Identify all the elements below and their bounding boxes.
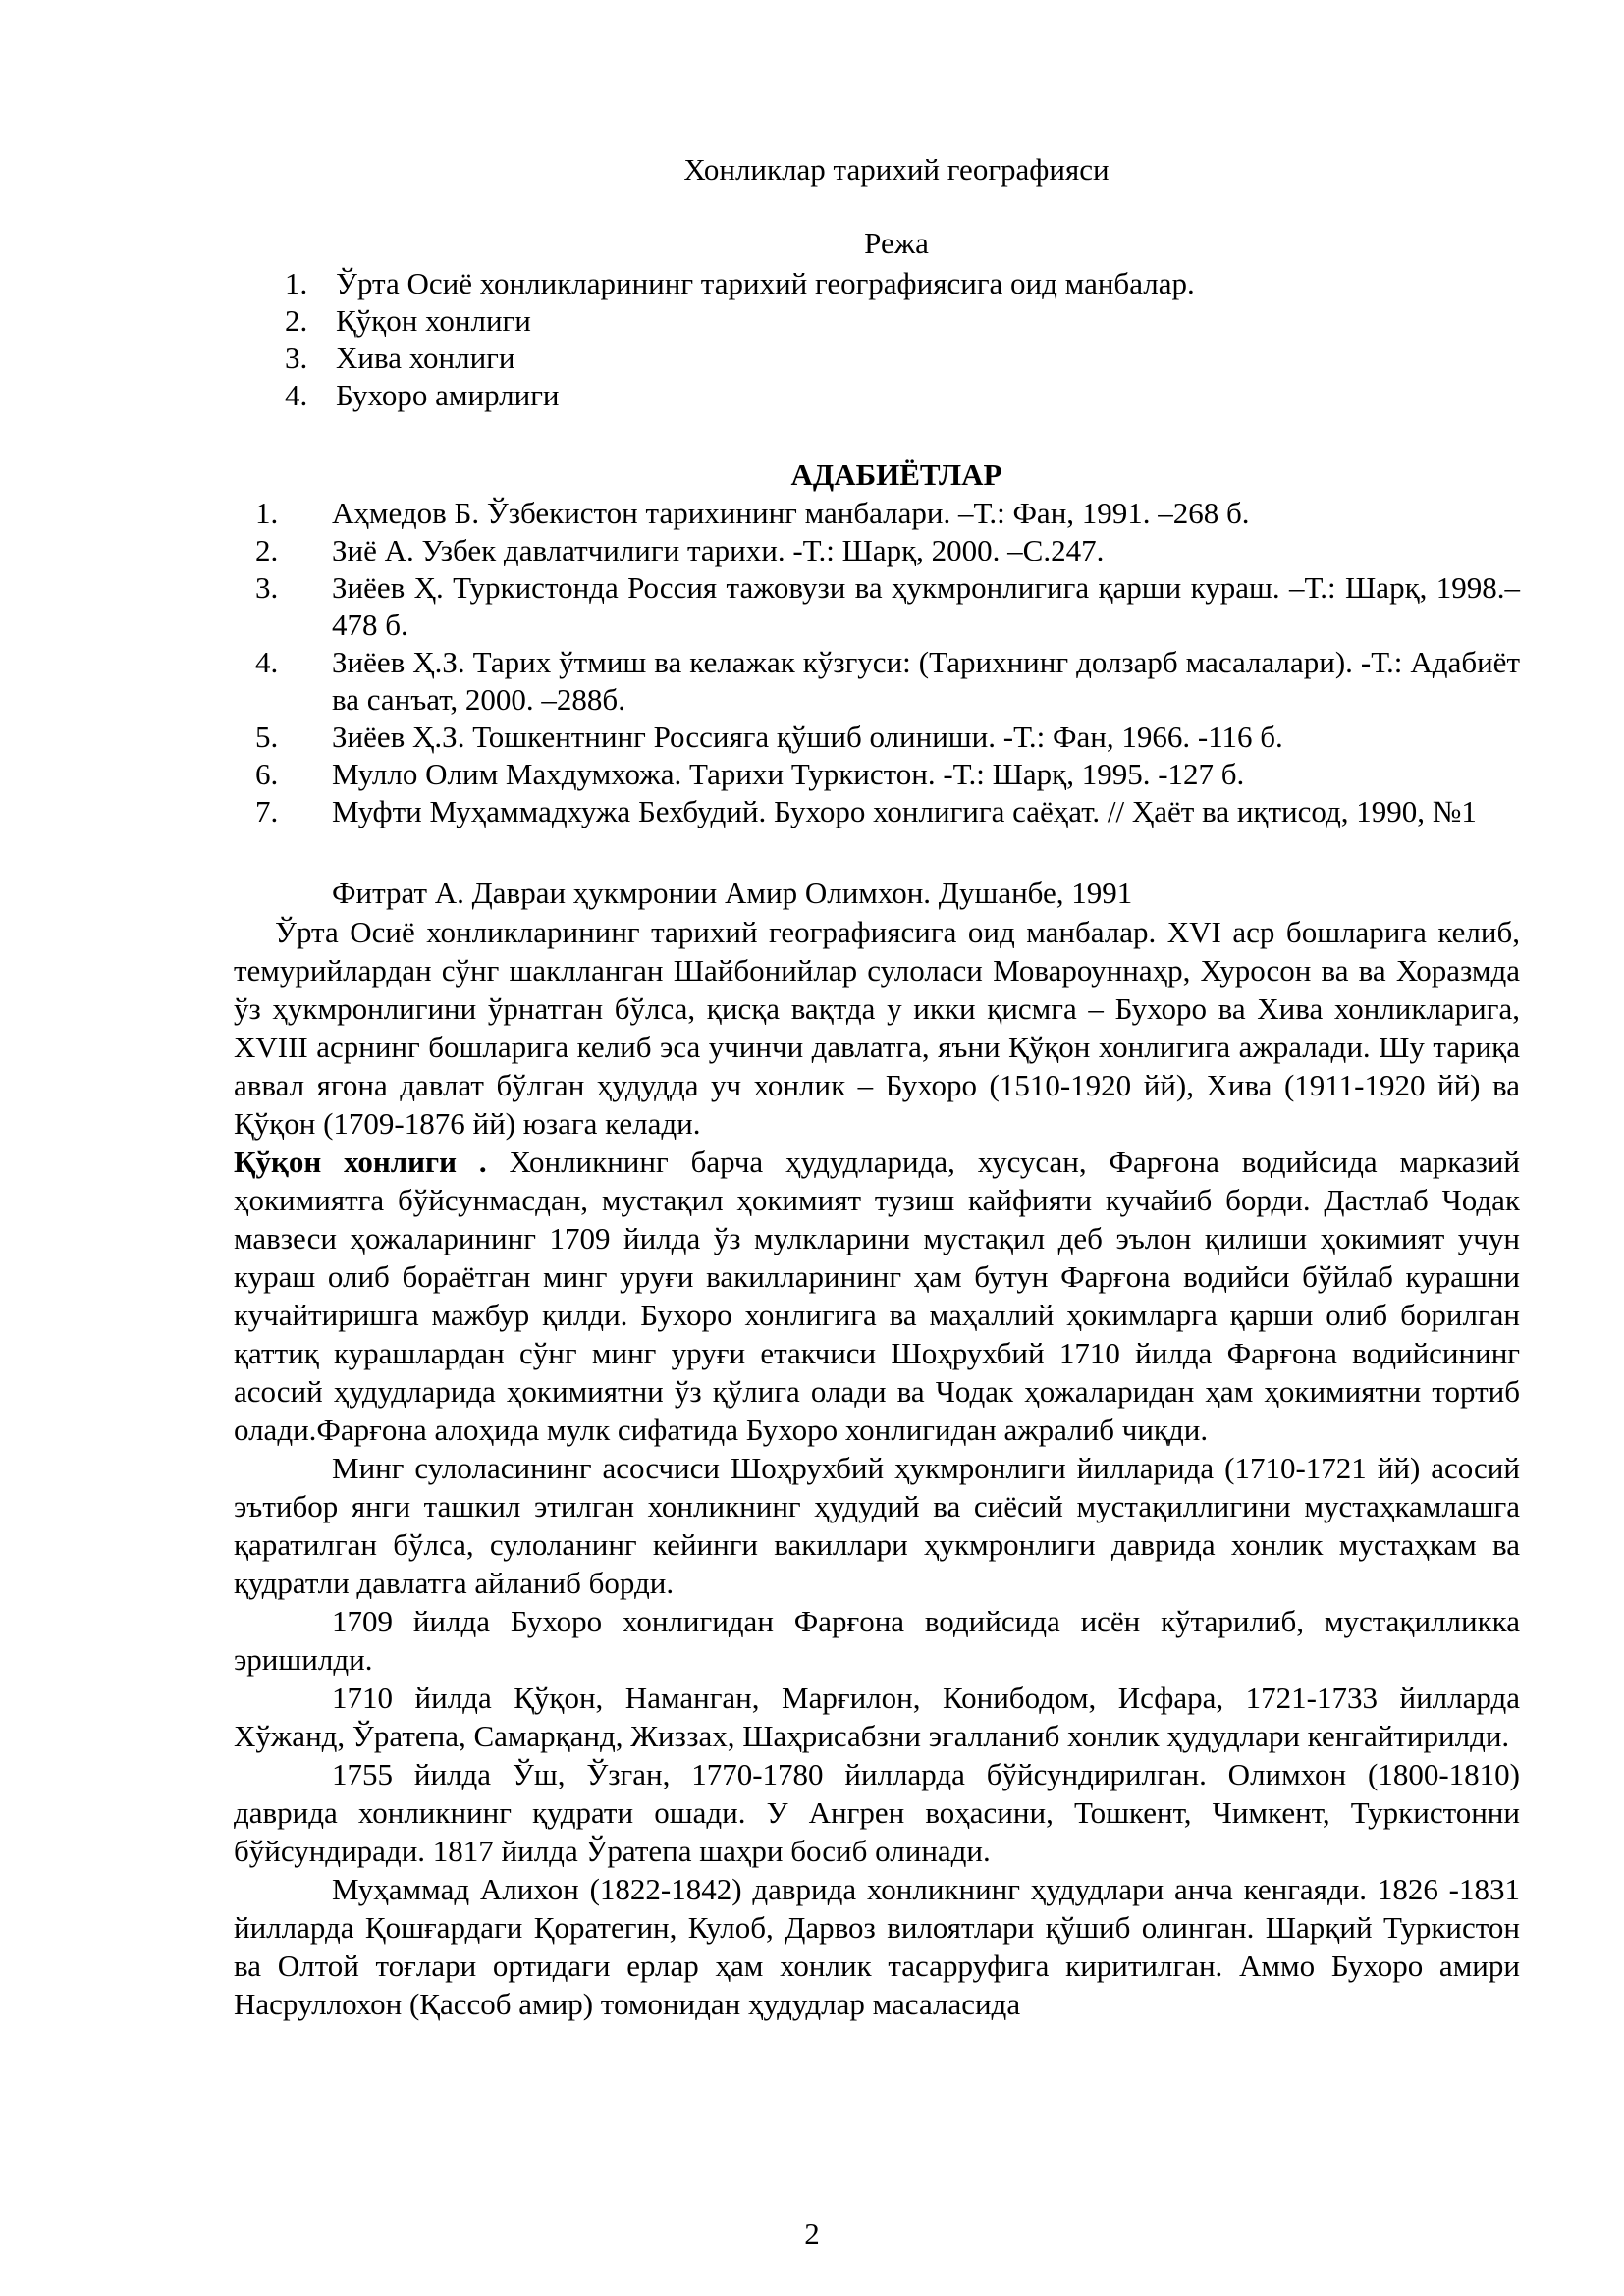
reference-item: [234, 719, 1520, 756]
literature-heading: АДАБИЁТЛАР: [790, 457, 1002, 492]
reference-number: 2.: [255, 533, 279, 567]
plan-item-number: 2.: [285, 303, 308, 338]
reference-item: [234, 532, 1520, 569]
paragraph-kokand-khanate: [234, 1143, 1520, 1449]
reference-text: Зиё А. Узбек давлатчилиги тарихи. -Т.: Шарқ, 2000. –С.247.: [332, 533, 1105, 567]
plan-item-text: Қўқон хонлиги: [336, 303, 531, 338]
reference-text: Зиёев Ҳ. Туркистонда Россия тажовузи ва ҳукмронлигига қарши кураш. –Т.: Шарқ, 1998.– 478 б.: [332, 570, 1520, 642]
reference-text: Зиёев Ҳ.З. Тарих ўтмиш ва келажак кўзгуси: (Тарихнинг долзарб масалалари). -Т.: Адабиёт ва санъат, 2000. –288б.: [332, 645, 1520, 717]
paragraph-ming-dynasty: Минг сулоласининг асосчиси Шоҳрухбий ҳукмронлиги йилларида (1710-1721 йй) асосий эътибор янги ташкил этилган хонликнинг ҳудудий ва сиёсий мустақиллигини мустаҳкамлашга қаратилган бўлса, сулоланинг кейинги вакиллари ҳукмронлиги даврида хонлик мустаҳкам ва қудратли давлатга айланиб борди.: [234, 1451, 1520, 1600]
reference-text: Зиёев Ҳ.З. Тошкентнинг Россияга қўшиб олиниши. -Т.: Фан, 1966. -116 б.: [332, 720, 1283, 754]
document-title: Хонликлар тарихий географияси: [683, 152, 1110, 187]
paragraph-kokand-text: Хонликнинг барча ҳудудларида, хусусан, Фарғона водийсида марказий ҳокимиятга бўйсунмасдан, мустақил ҳокимият тузиш кайфияти кучайиб борди. Дастлаб Чодак мавзеси ҳожаларининг 1709 йилда ўз мулкларини мустақил деб эълон қилиши ҳокимият учун кураш олиб бораётган минг уруғи вакилларининг ҳам бутун Фарғона водийси бўйлаб курашни кучайтиришга мажбур қилди. Бухоро хонлигига ва маҳаллий ҳокимларга қарши олиб борилган қаттиқ курашлардан сўнг минг уруғи етакчиси Шоҳрухбий 1710 йилда Фарғона водийсининг асосий ҳудудларида ҳокимиятни ўз қўлига олади ва Чодак ҳожаларидан ҳам ҳокимиятни тортиб олади.Фарғона алоҳида мулк сифатида Бухоро хонлигидан ажралиб чиқди.: [234, 1145, 1520, 1447]
plan-item: [234, 265, 1520, 302]
reference-text: Мулло Олим Махдумхожа. Тарихи Туркистон. -Т.: Шарқ, 1995. -127 б.: [332, 757, 1245, 791]
reference-item: [234, 756, 1520, 793]
reference-number: 3.: [255, 570, 279, 605]
reference-number: 6.: [255, 757, 279, 791]
reference-number: 7.: [255, 794, 279, 828]
plan-item: [234, 340, 1520, 377]
plan-item: [234, 302, 1520, 340]
section-heading-kokand: Қўқон хонлиги .: [234, 1145, 487, 1179]
paragraph-1710: 1710 йилда Қўқон, Наманган, Марғилон, Конибодом, Исфара, 1721-1733 йилларда Хўжанд, Ўратепа, Самарқанд, Жиззах, Шаҳрисабзни эгалланиб хонлик ҳудудлари кенгайтирилди.: [234, 1681, 1520, 1753]
reference-item: [234, 569, 1520, 644]
fitrat-reference-line: Фитрат А. Давраи ҳукмронии Амир Олимхон. Душанбе, 1991: [332, 876, 1133, 910]
paragraph-1755: 1755 йилда Ўш, Ўзган, 1770-1780 йилларда бўйсундирилган. Олимхон (1800-1810) даврида хонликнинг қудрати ошади. У Ангрен воҳасини, Тошкент, Чимкент, Туркистонни бўйсундиради. 1817 йилда Ўратепа шаҳри босиб олинади.: [234, 1757, 1520, 1868]
plan-heading: Режа: [864, 226, 929, 260]
plan-item-text: Бухоро амирлиги: [336, 378, 560, 412]
paragraph-muhammad-alikhan: Муҳаммад Алихон (1822-1842) даврида хонликнинг ҳудудлари анча кенгаяди. 1826 -1831 йилларда Қошғардаги Қоратегин, Кулоб, Дарвоз вилоятлари қўшиб олинган. Шарқий Туркистон ва Олтой тоғлари ортидаги ерлар ҳам хонлик тасарруфига киритилган. Аммо Бухоро амири Насруллохон (Қассоб амир) томонидан ҳудудлар масаласида: [234, 1872, 1520, 2021]
plan-item-number: 3.: [285, 341, 308, 375]
reference-number: 4.: [255, 645, 279, 679]
reference-text: Аҳмедов Б. Ўзбекистон тарихининг манбалари. –Т.: Фан, 1991. –268 б.: [332, 496, 1250, 530]
reference-text: Муфти Муҳаммадхужа Бехбудий. Бухоро хонлигига саёҳат. // Ҳаёт ва иқтисод, 1990, №1: [332, 794, 1477, 828]
plan-item-text: Ўрта Осиё хонликларининг тарихий географиясига оид манбалар.: [336, 266, 1195, 300]
paragraph-1709: 1709 йилда Бухоро хонлигидан Фарғона водийсида исён кўтарилиб, мустақилликка эришилди.: [234, 1604, 1520, 1677]
plan-item-number: 1.: [285, 266, 308, 300]
plan-item: [234, 377, 1520, 414]
page-content: [234, 147, 1520, 2023]
page-number: 2: [804, 2216, 820, 2251]
plan-item-number: 4.: [285, 378, 308, 412]
reference-number: 1.: [255, 496, 279, 530]
reference-item: [234, 793, 1520, 830]
paragraph-sources: Ўрта Осиё хонликларининг тарихий географиясига оид манбалар. XVI аср бошларига келиб, темурийлардан сўнг шаклланган Шайбонийлар сулоласи Мовароуннаҳр, Хуросон ва ва Хоразмда ўз ҳукмронлигини ўрнатган бўлса, қисқа вақтда у икки қисмга – Бухоро ва Хива хонликларига, XVIII асрнинг бошларига келиб эса учинчи давлатга, яъни Қўқон хонлигига ажралади. Шу тариқа аввал ягона давлат бўлган ҳудудда уч хонлик – Бухоро (1510-1920 йй), Хива (1911-1920 йй) ва Қўқон (1709-1876 йй) юзага келади.: [234, 915, 1520, 1141]
references-list: [234, 495, 1520, 830]
reference-item: [234, 495, 1520, 532]
plan-item-text: Хива хонлиги: [336, 341, 515, 375]
reference-number: 5.: [255, 720, 279, 754]
plan-list: [234, 265, 1520, 414]
reference-item: [234, 644, 1520, 719]
